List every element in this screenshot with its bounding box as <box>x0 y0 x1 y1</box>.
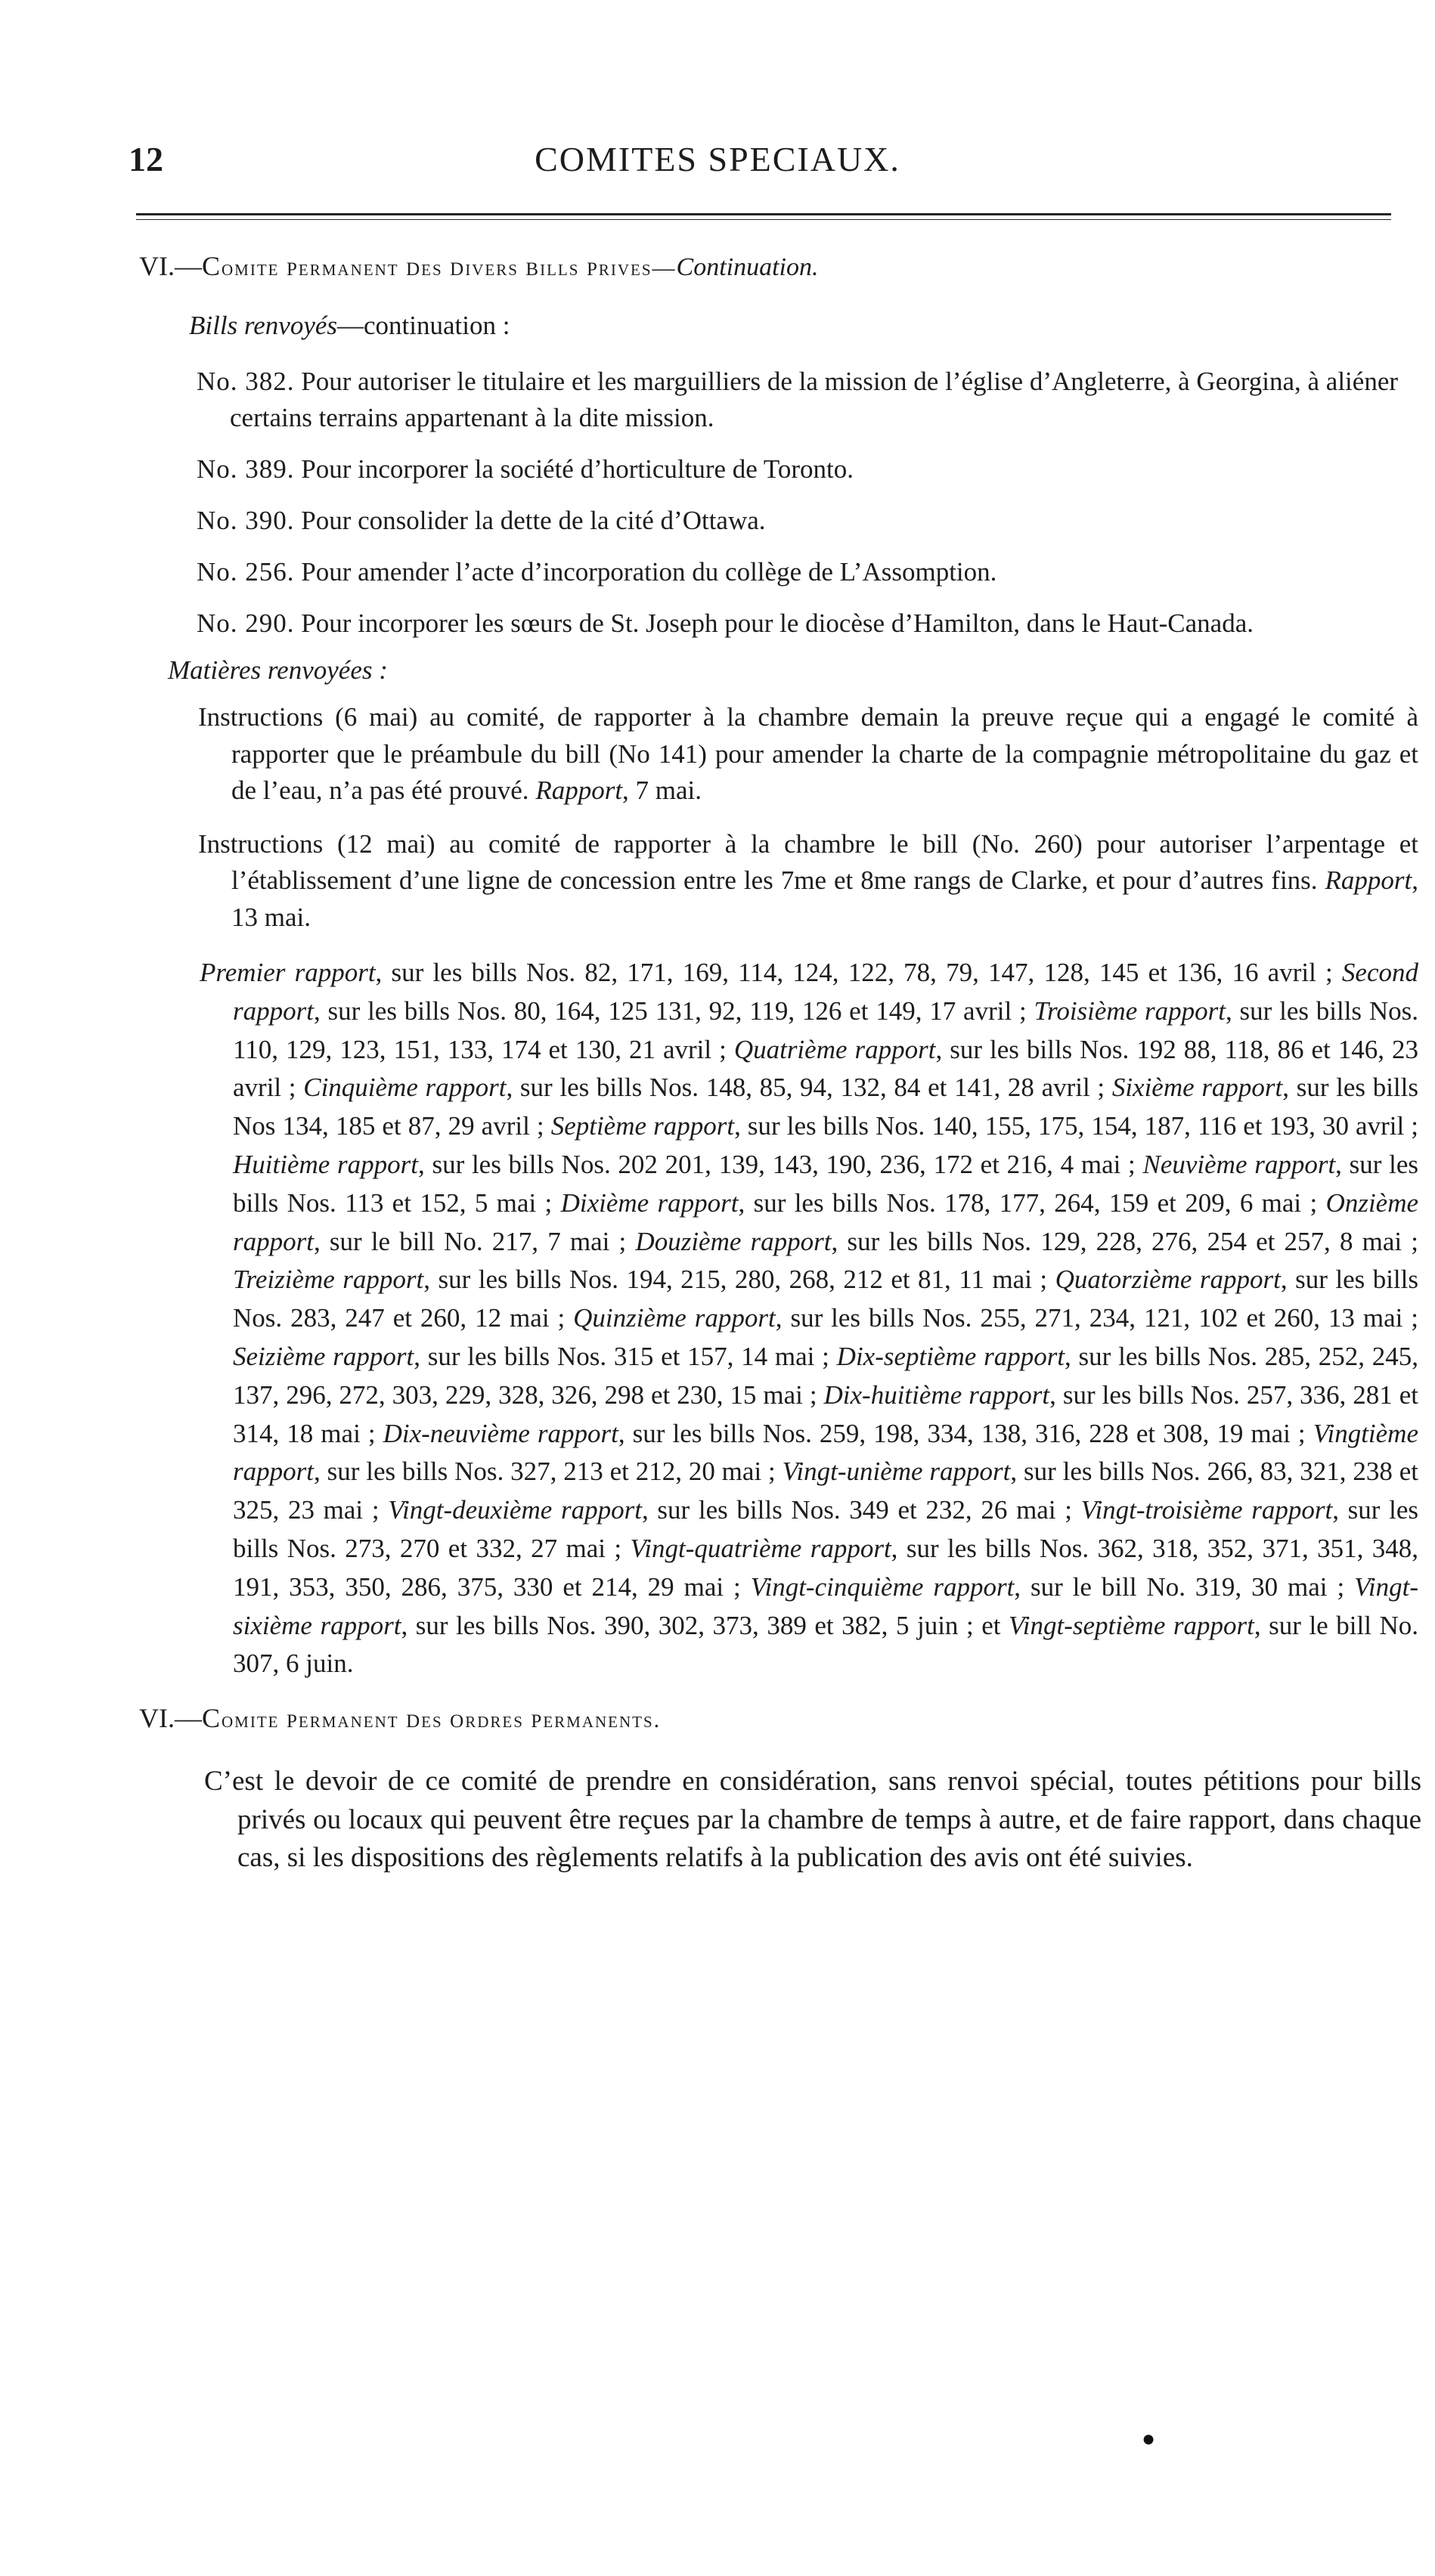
bill-number: No. 390. <box>197 506 295 535</box>
section-title: Comite permanent des divers bills prives— <box>202 251 677 281</box>
report-title: Second rapport <box>233 958 1418 1026</box>
report-details: , sur les bills Nos 134, 185 et 87, 29 avril ; <box>233 1073 1418 1141</box>
report-details: , sur les bills Nos. 202 201, 139, 143, 190, 236, 172 et 216, 4 mai ; <box>417 1149 1143 1179</box>
report-details: , sur les bills Nos. 259, 198, 334, 138, 316, 228 et 308, 19 mai ; <box>618 1418 1313 1448</box>
report-details: , sur les bills Nos. 178, 177, 264, 159 et 209, 6 mai ; <box>738 1187 1326 1218</box>
bill-description: Pour incorporer la société d’horticulture de Toronto. <box>301 454 854 484</box>
report-details: , sur les bills Nos. 362, 318, 352, 371, 351, 348, 191, 353, 350, 286, 375, 330 et 214, 29 mai ; <box>233 1533 1419 1602</box>
report-title: Quatorzième rapport <box>1055 1265 1281 1295</box>
report-title: Cinquième rapport <box>303 1073 507 1103</box>
bill-number: No. 382. <box>197 367 295 396</box>
page-header <box>0 133 1435 194</box>
report-title: Vingt-quatrième rapport <box>630 1533 891 1563</box>
bill-entry <box>197 605 1417 642</box>
report-details: , sur le bill No. 217, 7 mai ; <box>313 1226 636 1256</box>
matieres-label: Matières renvoyées : <box>168 655 388 685</box>
rapport-date: , 7 mai. <box>622 776 702 805</box>
section-heading <box>139 249 1435 285</box>
bill-entry <box>197 364 1417 436</box>
rapport-date: , 13 mai. <box>231 865 1418 932</box>
report-details: , sur les bills Nos. 257, 336, 281 et 314, 18 mai ; <box>233 1379 1418 1448</box>
bills-renvoyes-suffix: —continuation : <box>337 311 510 340</box>
report-details: , sur les bills Nos. 285, 252, 245, 137, 296, 272, 303, 229, 328, 326, 298 et 230, 15 mai ; <box>233 1341 1418 1410</box>
report-details: , sur les bills Nos. 255, 271, 234, 121, 102 et 260, 13 mai ; <box>775 1303 1419 1333</box>
section-number: VI.— <box>139 251 202 281</box>
ink-dot: ● <box>1142 2426 1156 2451</box>
reports-paragraph <box>200 954 1418 1683</box>
section-title: Comite permanent des ordres permanents. <box>202 1703 662 1734</box>
bill-entry <box>197 554 1417 590</box>
bill-description: Pour consolider la dette de la cité d’Ottawa. <box>301 506 766 535</box>
section-number: VI.— <box>139 1703 202 1734</box>
report-details: , sur les bills Nos. 110, 129, 123, 151, 133, 174 et 130, 21 avril ; <box>233 995 1418 1064</box>
bill-entry <box>197 503 1417 539</box>
bill-list <box>0 364 1435 642</box>
report-details: , sur les bills Nos. 390, 302, 373, 389 et 382, 5 juin ; et <box>401 1610 1009 1640</box>
report-title: Seizième rapport <box>233 1341 414 1371</box>
report-details: , sur les bills Nos. 192 88, 118, 86 et 146, 23 avril ; <box>233 1034 1419 1103</box>
report-details: , sur les bills Nos. 283, 247 et 260, 12 mai ; <box>233 1265 1418 1333</box>
instruction-paragraph <box>198 699 1418 810</box>
bill-number: No. 290. <box>197 608 295 638</box>
report-title: Vingt-sixième rapport <box>233 1571 1418 1640</box>
report-details: , sur les bills Nos. 113 et 152, 5 mai ; <box>233 1149 1419 1218</box>
page-number: 12 <box>129 140 163 178</box>
report-title: Vingtième rapport <box>233 1418 1418 1487</box>
report-details: , sur les bills Nos. 82, 171, 169, 114, 124, 122, 78, 79, 147, 128, 145 et 136, 16 avril ; <box>375 958 1342 987</box>
report-details: , sur les bills Nos. 266, 83, 321, 238 et 325, 23 mai ; <box>233 1457 1418 1525</box>
section-heading <box>139 1701 1435 1737</box>
report-title: Vingt-cinquième rapport <box>750 1571 1015 1602</box>
duty-paragraph: C’est le devoir de ce comité de prendre en considération, sans renvoi spécial, toutes pétitions pour bills privés ou locaux qui peuvent être reçues par la chambre de temps à autre, et de faire rapport, dans chaque cas, si les dispositions des règlements relatifs à la publication des avis ont été suivies. <box>204 1766 1421 1874</box>
report-title: Dix-neuvième rapport <box>383 1418 618 1448</box>
report-title: Onzième rapport <box>233 1187 1419 1256</box>
report-details: , sur les bills Nos. 148, 85, 94, 132, 84 et 141, 28 avril ; <box>506 1073 1112 1103</box>
rapport-label: Rapport <box>1325 865 1412 895</box>
matieres-heading <box>168 652 1435 689</box>
bill-description: Pour amender l’acte d’incorporation du collège de L’Assomption. <box>301 557 997 587</box>
header-double-rule <box>136 213 1391 220</box>
report-title: Vingt-troisième rapport <box>1080 1495 1333 1525</box>
report-details: , sur les bills Nos. 80, 164, 125 131, 92, 119, 126 et 149, 17 avril ; <box>313 995 1034 1026</box>
report-details: , sur les bills Nos. 140, 155, 175, 154, 187, 116 et 193, 30 avril ; <box>734 1111 1418 1141</box>
report-title: Vingt-deuxième rapport <box>388 1495 642 1525</box>
report-title: Quinzième rapport <box>573 1303 776 1333</box>
running-title: COMITES SPECIAUX. <box>535 140 900 178</box>
report-title: Treizième rapport <box>233 1265 424 1295</box>
bill-number: No. 256. <box>197 557 295 587</box>
report-details: , sur les bills Nos. 349 et 232, 26 mai ; <box>641 1495 1081 1525</box>
instruction-paragraph <box>198 826 1418 937</box>
report-details: , sur les bills Nos. 194, 215, 280, 268, 212 et 81, 11 mai ; <box>423 1265 1055 1295</box>
report-title: Dixième rapport <box>560 1187 739 1218</box>
report-details: , sur les bills Nos. 273, 270 et 332, 27 mai ; <box>233 1495 1418 1563</box>
report-title: Sixième rapport <box>1111 1073 1283 1103</box>
report-title: Vingt-unième rapport <box>782 1457 1011 1487</box>
report-title: Premier rapport <box>200 958 376 987</box>
report-title: Douzième rapport <box>635 1226 832 1256</box>
report-title: Septième rapport <box>550 1111 735 1141</box>
report-details: , sur le bill No. 319, 30 mai ; <box>1014 1571 1355 1602</box>
bill-number: No. 389. <box>197 454 295 484</box>
rapport-label: Rapport <box>535 776 623 805</box>
report-title: Huitième rapport <box>233 1149 418 1179</box>
bill-description: Pour autoriser le titulaire et les marguilliers de la mission de l’église d’Angleterre, à Georgina, à aliéner certains terrains appartenant à la dite mission. <box>230 367 1399 432</box>
bill-description: Pour incorporer les sœurs de St. Joseph pour le diocèse d’Hamilton, dans le Haut-Canada. <box>301 608 1254 638</box>
bills-renvoyes-heading <box>189 308 1435 344</box>
report-title: Dix-huitième rapport <box>823 1379 1050 1410</box>
report-details: , sur les bills Nos. 327, 213 et 212, 20 mai ; <box>313 1457 783 1487</box>
report-details: , sur les bills Nos. 315 et 157, 14 mai ; <box>414 1341 837 1371</box>
report-title: Vingt-septième rapport <box>1009 1610 1254 1640</box>
report-title: Quatrième rapport <box>733 1034 936 1064</box>
page-body <box>0 249 1435 1878</box>
report-details: , sur les bills Nos. 129, 228, 276, 254 et 257, 8 mai ; <box>831 1226 1419 1256</box>
instruction-text: Instructions (6 mai) au comité, de rapporter à la chambre demain la preuve reçue qui a engagé le comité à rapporter que le préambule du bill (No 141) pour amender la charte de la compagnie métropolitaine du gaz et de l’eau, n’a pas été prouvé. <box>198 702 1418 805</box>
report-title: Neuvième rapport <box>1142 1149 1336 1179</box>
report-title: Troisième rapport <box>1034 995 1226 1026</box>
bills-renvoyes-label: Bills renvoyés <box>189 311 338 340</box>
report-details: , sur le bill No. 307, 6 juin. <box>233 1610 1418 1679</box>
instruction-text: Instructions (12 mai) au comité de rapporter à la chambre le bill (No. 260) pour autoriser l’arpentage et l’établissement d’une ligne de concession entre les 7me et 8me rangs de Clarke, et pour d’autres fins. <box>198 828 1418 895</box>
report-title: Dix-septième rapport <box>836 1341 1065 1371</box>
section-continuation: Continuation. <box>676 253 819 281</box>
bill-entry <box>197 451 1417 488</box>
